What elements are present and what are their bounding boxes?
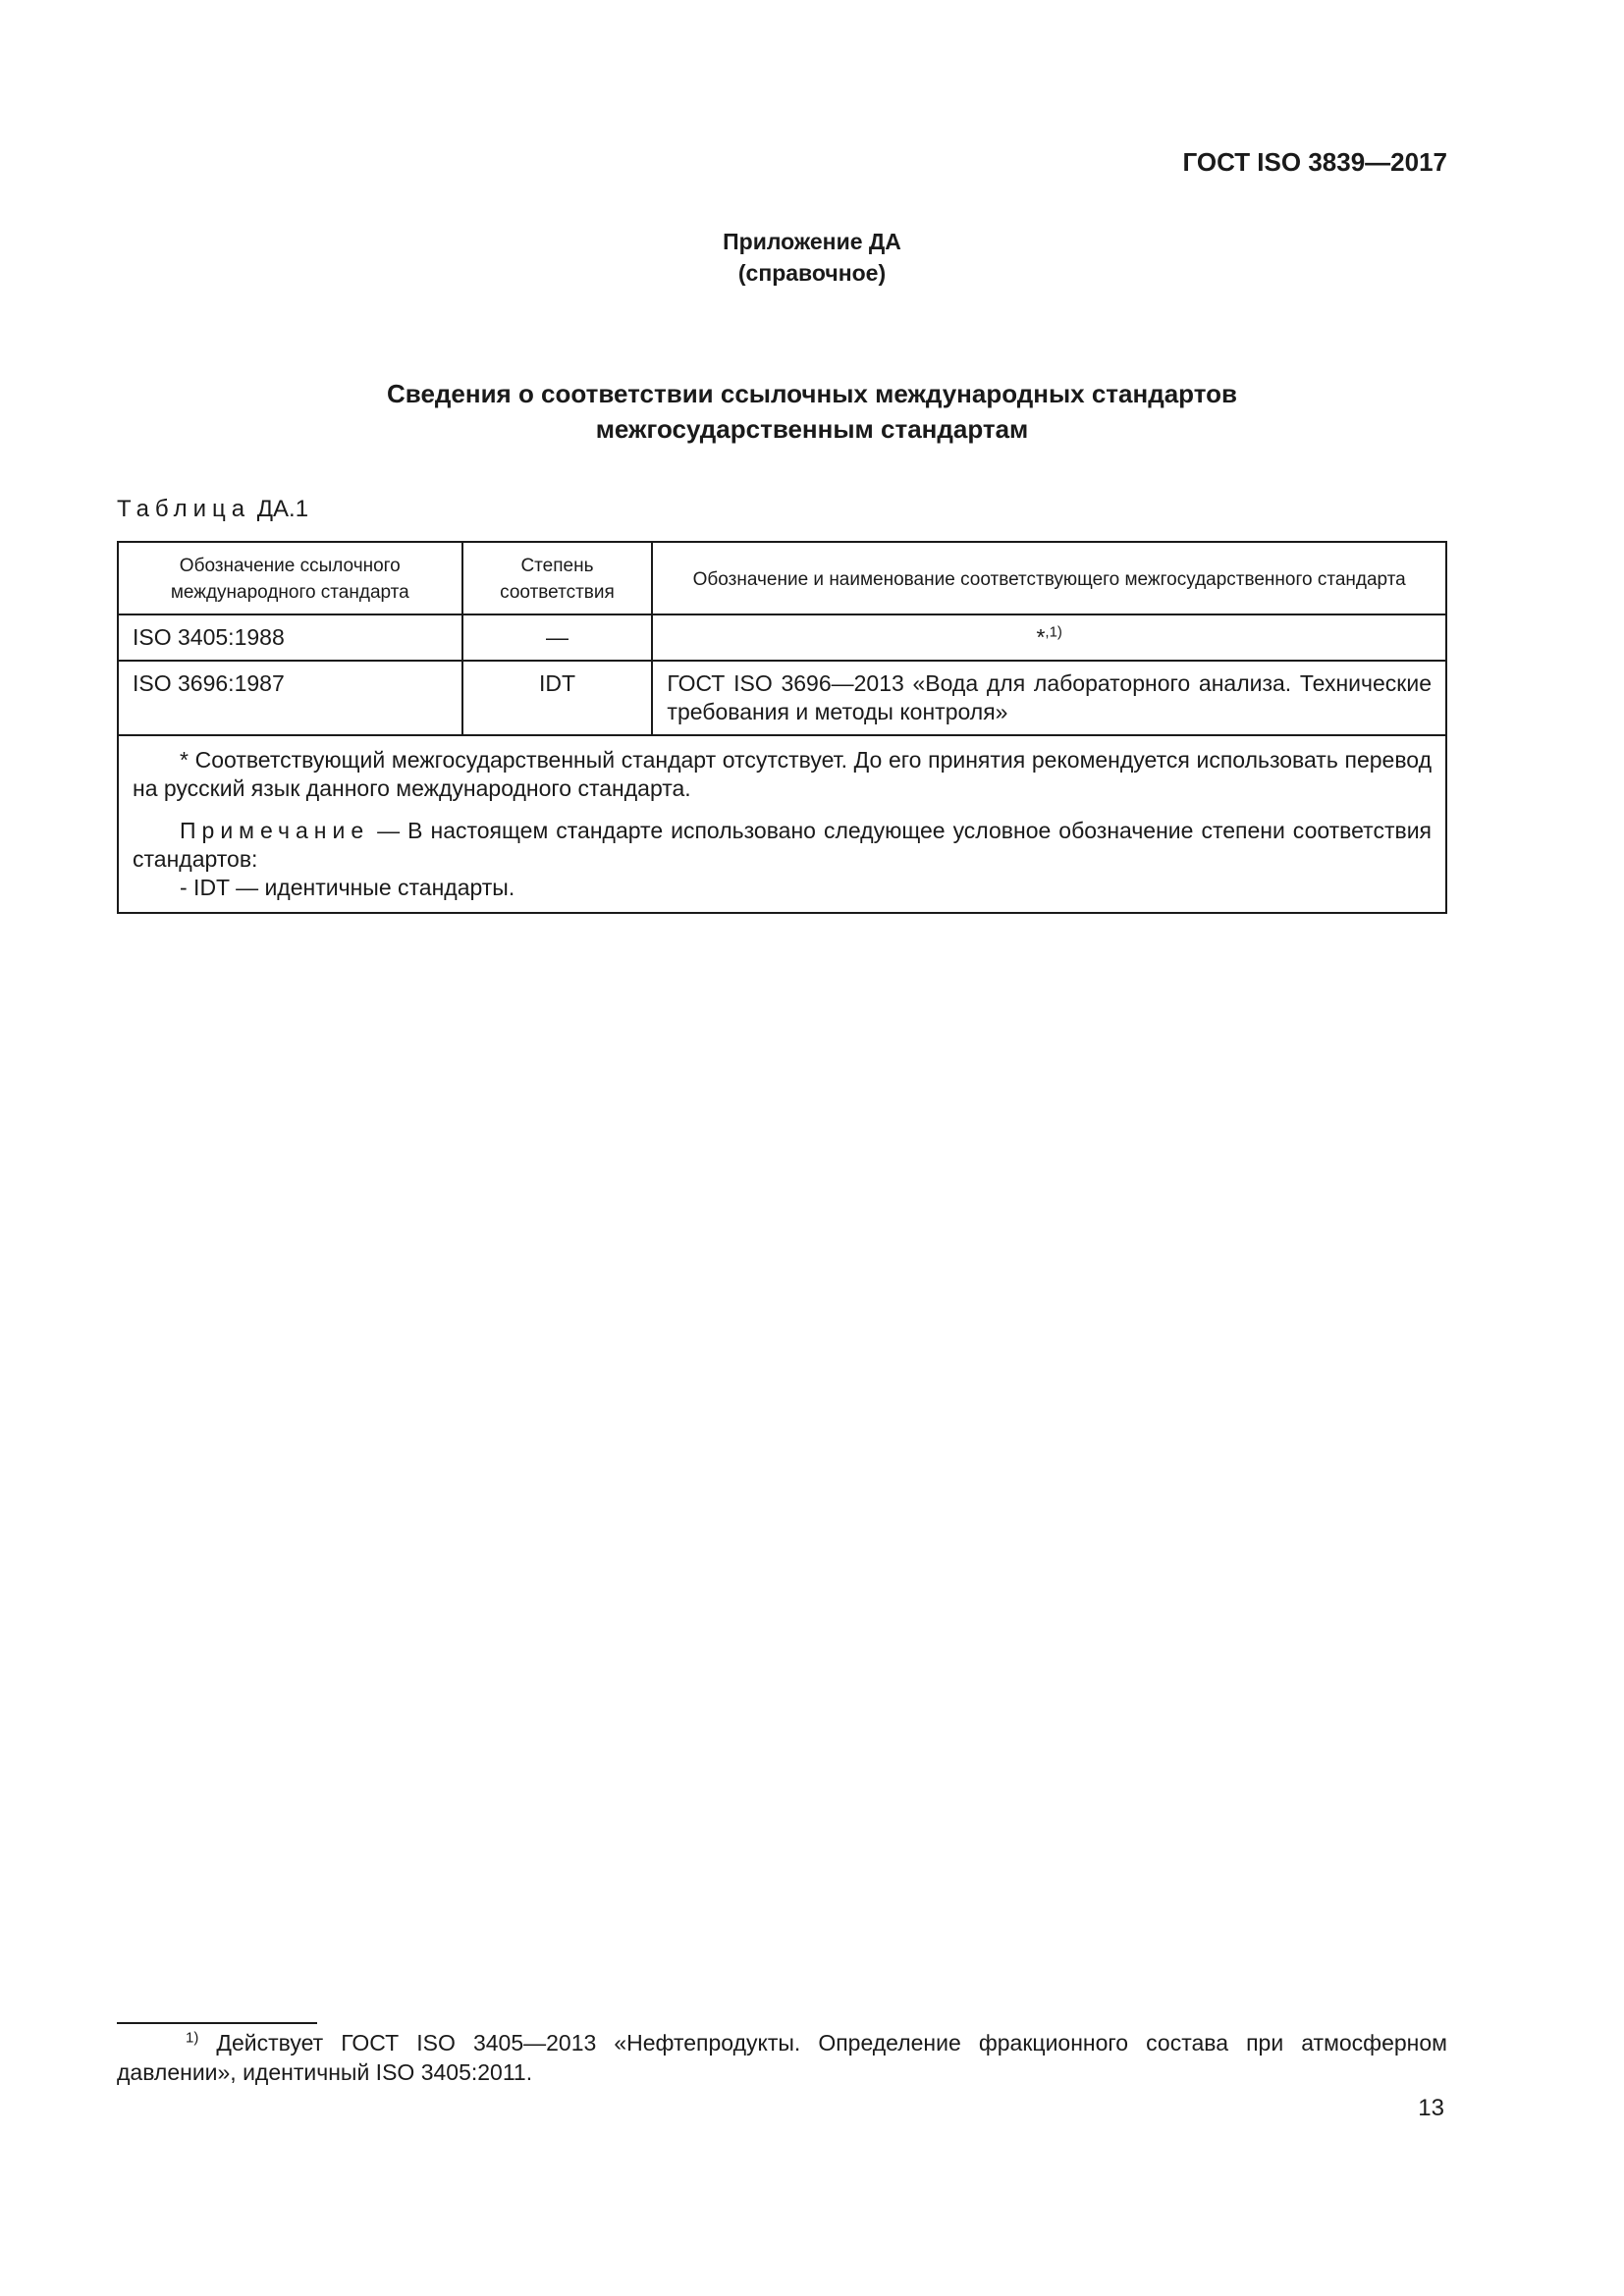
footnote-marker: 1): [186, 2029, 199, 2047]
cell-ref-standard: ISO 3405:1988: [118, 614, 462, 661]
appendix-title: Приложение ДА: [723, 229, 901, 254]
document-code: ГОСТ ISO 3839—2017: [1182, 147, 1447, 177]
table-row: [118, 614, 1446, 661]
note-label: Примечание: [180, 818, 370, 843]
cell-degree: IDT: [462, 661, 653, 735]
appendix-heading: [0, 226, 1624, 289]
note-item: - IDT — идентичные стандарты.: [180, 875, 515, 900]
table-caption-number: ДА.1: [256, 496, 309, 522]
header-national-standard: Обозначение и наименование соответствующего межгосударственного стандарта: [652, 542, 1446, 614]
reference-standards-table: [117, 541, 1447, 914]
cell-national-standard: [652, 614, 1446, 661]
page-number: 13: [1418, 2095, 1444, 2121]
footnote-divider: [117, 2022, 317, 2024]
header-degree: Степень соответствия: [462, 542, 653, 614]
table-notes-row: [118, 735, 1446, 913]
header-ref-standard: Обозначение ссылочного международного стандарта: [118, 542, 462, 614]
table-row: [118, 661, 1446, 735]
cell-ref-standard: ISO 3696:1987: [118, 661, 462, 735]
section-title: [0, 376, 1624, 447]
table-notes-cell: [118, 735, 1446, 913]
table-caption: [117, 496, 308, 523]
footnote-ref: ,1): [1045, 623, 1062, 641]
section-title-line2: межгосударственным стандартам: [595, 414, 1029, 444]
footnote: [117, 2028, 1447, 2087]
cell-degree: —: [462, 614, 653, 661]
cell-national-standard: ГОСТ ISO 3696—2013 «Вода для лабораторного анализа. Технические требования и методы контроля»: [652, 661, 1446, 735]
table-caption-word: Таблица: [117, 496, 251, 522]
asterisk-note: * Соответствующий межгосударственный стандарт отсутствует. До его принятия рекомендуется использовать перевод на русский язык данного международного стандарта.: [133, 747, 1432, 801]
table-note: [133, 817, 1432, 874]
asterisk-mark: *: [1036, 624, 1046, 650]
footnote-text: Действует ГОСТ ISO 3405—2013 «Нефтепродукты. Определение фракционного состава при атмосферном давлении», идентичный ISO 3405:2011.: [117, 2030, 1447, 2085]
note-text: — В настоящем стандарте использовано следующее условное обозначение степени соответствия стандартов:: [133, 818, 1432, 872]
table-header-row: [118, 542, 1446, 614]
section-title-line1: Сведения о соответствии ссылочных международных стандартов: [387, 379, 1237, 408]
appendix-subtitle: (справочное): [737, 260, 887, 286]
